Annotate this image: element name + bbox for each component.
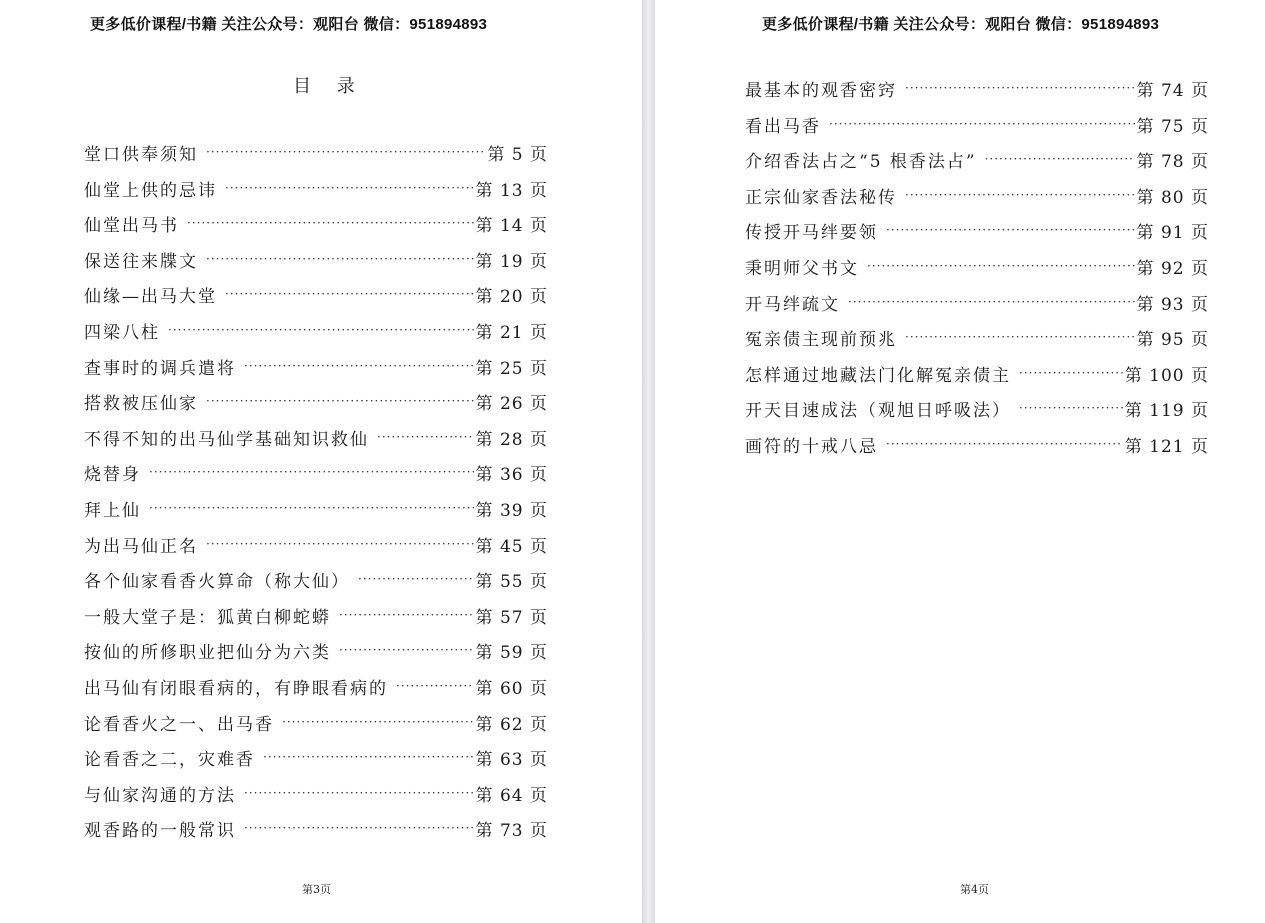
toc-entry-page: 第 28 页 [475,429,548,450]
toc-entry-title: 最基本的观香密窍 [745,81,897,101]
toc-entry[interactable] [84,601,548,637]
dot-leader [282,705,474,741]
toc-entry-page: 第 119 页 [1124,401,1209,422]
toc-entry-page: 第 60 页 [475,678,548,699]
toc-entry-page: 第 36 页 [475,465,548,486]
toc-entry-title: 论看香之二，灾难香 [84,750,255,771]
toc-entry-page: 第 75 页 [1136,116,1209,137]
toc-entry-page: 第 100 页 [1124,365,1209,386]
toc-entry-title: 仙缘—出马大堂 [84,287,217,308]
toc-entry[interactable] [745,430,1209,466]
toc-entry[interactable] [84,565,548,601]
toc-title: 目 录 [293,76,365,97]
dot-leader [149,491,474,527]
toc-entry-title: 开天目速成法（观旭日呼吸法） [745,401,1011,422]
toc-entry-title: 论看香火之一、出马香 [84,714,274,735]
dot-leader [1019,391,1123,427]
dot-leader [244,776,474,812]
toc-entry-page: 第 26 页 [475,394,548,415]
toc-entry-title: 冤亲债主现前预兆 [745,330,897,351]
toc-entry[interactable] [745,181,1209,217]
toc-entry-page: 第 5 页 [487,145,548,165]
dot-leader [396,669,474,705]
toc-entry-page: 第 14 页 [475,216,548,237]
dot-leader [225,277,474,313]
toc-entry-page: 第 59 页 [475,643,548,664]
page-number: 第4页 [960,883,989,896]
toc-entry[interactable] [745,74,1209,110]
dot-leader [377,420,474,456]
dot-leader [905,320,1135,356]
toc-entry[interactable] [84,530,548,566]
toc-entry-title: 堂口供奉须知 [84,145,198,165]
toc-entry[interactable] [84,494,548,530]
toc-entry-title: 为出马仙正名 [84,536,198,557]
dot-leader [985,142,1135,178]
toc-entry-page: 第 92 页 [1136,258,1209,279]
dot-leader [339,598,474,634]
toc-entry-title: 不得不知的出马仙学基础知识救仙 [84,429,369,450]
page-number: 第3页 [302,883,331,896]
toc-entry-title: 四梁八柱 [84,322,160,343]
toc-entry-title: 按仙的所修职业把仙分为六类 [84,643,331,664]
toc-entry[interactable] [84,423,548,459]
toc-entry-page: 第 20 页 [475,287,548,308]
toc-entry[interactable] [84,138,548,174]
page-divider [642,0,655,923]
toc-entry[interactable] [745,288,1209,324]
toc-entry[interactable] [84,814,548,850]
toc-entry-page: 第 45 页 [475,536,548,557]
dot-leader [886,427,1123,463]
toc-entry-page: 第 73 页 [475,821,548,842]
toc-entry-title: 烧替身 [84,465,141,486]
toc-entry[interactable] [84,209,548,245]
toc-entry-page: 第 80 页 [1136,187,1209,208]
toc-entry[interactable] [84,280,548,316]
right-page [655,0,1265,923]
toc-entry-page: 第 93 页 [1136,294,1209,315]
toc-entry-title: 观香路的一般常识 [84,821,236,842]
dot-leader [886,213,1135,249]
toc-entry-title: 一般大堂子是：狐黄白柳蛇蟒 [84,607,331,628]
dot-leader [206,135,485,171]
toc-entry-page: 第 39 页 [475,500,548,521]
toc-list-right [745,74,1209,466]
toc-entry[interactable] [84,458,548,494]
toc-entry-page: 第 21 页 [475,322,548,343]
dot-leader [149,455,474,491]
toc-entry-title: 开马绊疏文 [745,294,840,315]
toc-entry[interactable] [84,779,548,815]
toc-entry[interactable] [84,245,548,281]
dot-leader [867,249,1135,285]
toc-entry-page: 第 64 页 [475,785,548,806]
toc-entry[interactable] [745,359,1209,395]
dot-leader [187,206,474,242]
dot-leader [1019,356,1123,392]
toc-entry-page: 第 13 页 [475,180,548,201]
toc-entry[interactable] [84,352,548,388]
header-banner: 更多低价课程/书籍 关注公众号：观阳台 微信：951894893 [90,16,488,33]
dot-leader [225,171,474,207]
dot-leader [263,740,474,776]
dot-leader [206,527,474,563]
toc-entry-title: 介绍香法占之“5 根香法占” [745,152,977,173]
dot-leader [905,71,1135,107]
toc-entry-title: 拜上仙 [84,500,141,521]
dot-leader [848,285,1135,321]
header-banner: 更多低价课程/书籍 关注公众号：观阳台 微信：951894893 [762,16,1160,33]
toc-entry-page: 第 62 页 [475,714,548,735]
toc-entry-title: 保送往来牒文 [84,251,198,272]
toc-entry[interactable] [84,708,548,744]
dot-leader [905,178,1135,214]
toc-entry[interactable] [745,323,1209,359]
toc-entry-title: 与仙家沟通的方法 [84,785,236,806]
toc-list-left [84,138,548,850]
dot-leader [244,811,474,847]
dot-leader [358,562,474,598]
toc-entry-title: 仙堂上供的忌讳 [84,180,217,201]
toc-entry[interactable] [84,316,548,352]
toc-entry[interactable] [745,394,1209,430]
toc-entry-page: 第 57 页 [475,607,548,628]
toc-entry-page: 第 19 页 [475,251,548,272]
toc-entry-title: 查事时的调兵遣将 [84,358,236,379]
toc-entry-page: 第 121 页 [1124,436,1209,457]
dot-leader [829,107,1135,143]
toc-entry-page: 第 25 页 [475,358,548,379]
toc-entry-page: 第 55 页 [475,572,548,593]
toc-entry-page: 第 78 页 [1136,152,1209,173]
toc-entry-page: 第 91 页 [1136,223,1209,244]
toc-entry[interactable] [745,252,1209,288]
toc-entry-page: 第 63 页 [475,750,548,771]
toc-entry[interactable] [84,743,548,779]
toc-entry-title: 出马仙有闭眼看病的，有睁眼看病的 [84,678,388,699]
toc-entry-title: 搭救被压仙家 [84,394,198,415]
toc-entry-title: 画符的十戒八忌 [745,436,878,457]
toc-entry-title: 传授开马绊要领 [745,223,878,244]
toc-entry-page: 第 74 页 [1136,81,1209,101]
toc-entry[interactable] [84,672,548,708]
toc-entry[interactable] [84,387,548,423]
dot-leader [206,384,474,420]
toc-entry[interactable] [745,110,1209,146]
dot-leader [168,313,474,349]
toc-entry-title: 看出马香 [745,116,821,137]
toc-entry[interactable] [745,216,1209,252]
toc-entry-title: 怎样通过地藏法门化解冤亲债主 [745,365,1011,386]
dot-leader [206,242,474,278]
toc-entry[interactable] [84,174,548,210]
toc-entry[interactable] [84,636,548,672]
dot-leader [244,349,474,385]
toc-entry[interactable] [745,145,1209,181]
toc-entry-title: 正宗仙家香法秘传 [745,187,897,208]
toc-entry-page: 第 95 页 [1136,330,1209,351]
toc-entry-title: 秉明师父书文 [745,258,859,279]
dot-leader [339,633,474,669]
toc-entry-title: 仙堂出马书 [84,216,179,237]
toc-entry-title: 各个仙家看香火算命（称大仙） [84,572,350,593]
